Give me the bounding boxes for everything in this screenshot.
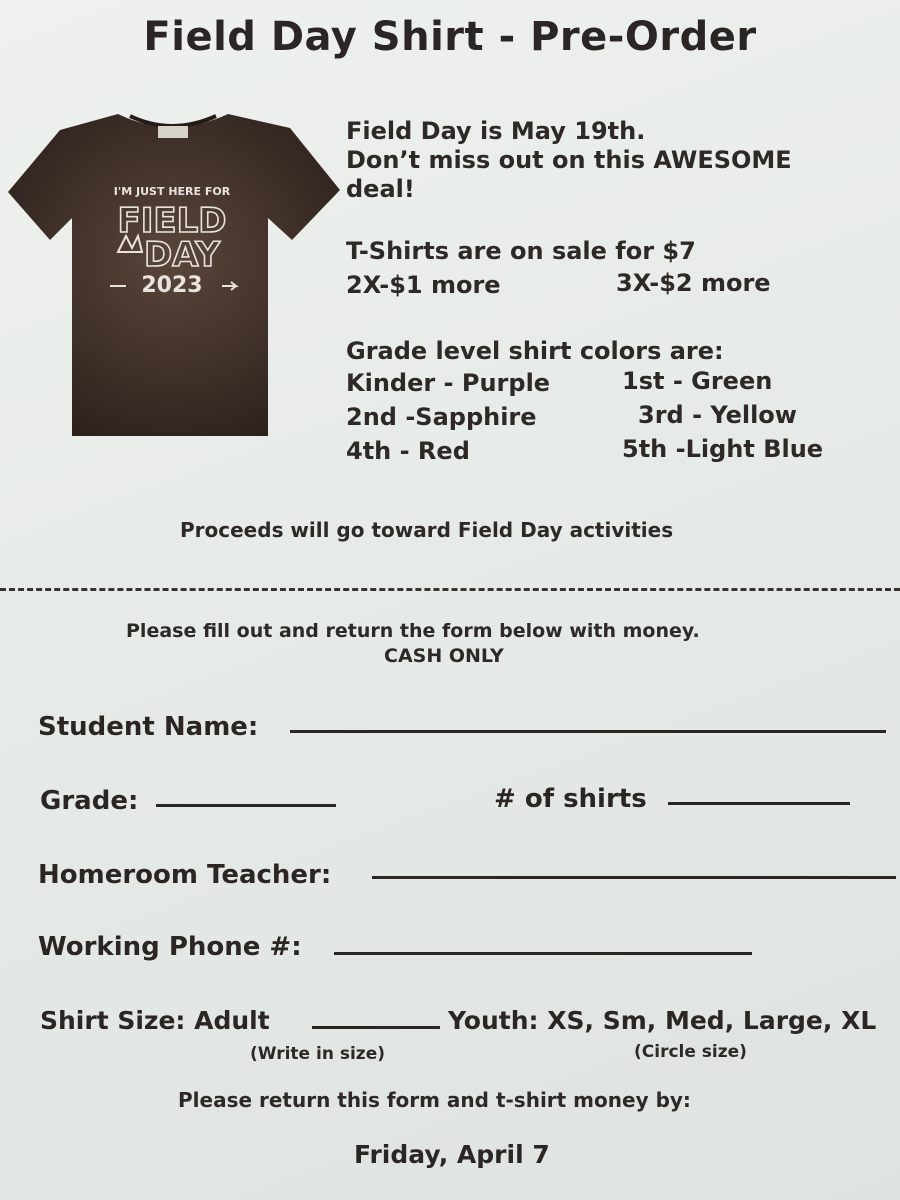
color-kinder: Kinder - Purple bbox=[346, 369, 551, 397]
phone-field[interactable] bbox=[334, 952, 752, 955]
color-1st: 1st - Green bbox=[622, 367, 773, 395]
color-2nd: 2nd -Sapphire bbox=[346, 403, 537, 431]
tshirt-image bbox=[0, 100, 345, 445]
proceeds-note: Proceeds will go toward Field Day activities bbox=[180, 518, 674, 542]
price-line: T-Shirts are on sale for $7 bbox=[346, 237, 696, 265]
page-title: Field Day Shirt - Pre-Order bbox=[143, 14, 757, 60]
info-line-3: deal! bbox=[346, 175, 415, 203]
phone-label: Working Phone #: bbox=[38, 932, 302, 962]
info-line-2: Don’t miss out on this AWESOME bbox=[346, 146, 792, 174]
info-line-1: Field Day is May 19th. bbox=[346, 117, 646, 145]
color-5th: 5th -Light Blue bbox=[622, 435, 824, 463]
shirt-size-adult-label: Shirt Size: Adult bbox=[40, 1006, 270, 1035]
form-instructions: Please fill out and return the form below with money. bbox=[126, 620, 700, 642]
grade-field[interactable] bbox=[156, 804, 336, 807]
write-in-note: (Write in size) bbox=[250, 1044, 385, 1064]
num-shirts-field[interactable] bbox=[668, 802, 850, 805]
return-instructions: Please return this form and t-shirt money by: bbox=[178, 1088, 691, 1112]
student-name-label: Student Name: bbox=[38, 712, 259, 742]
shirt-text-field: FIELD bbox=[117, 201, 227, 241]
price-2x: 2X-$1 more bbox=[346, 271, 501, 299]
colors-heading: Grade level shirt colors are: bbox=[346, 337, 724, 365]
youth-sizes[interactable]: Youth: XS, Sm, Med, Large, XL bbox=[448, 1006, 877, 1035]
shirt-text-top: I'M JUST HERE FOR bbox=[113, 185, 231, 198]
grade-label: Grade: bbox=[40, 786, 139, 816]
homeroom-teacher-label: Homeroom Teacher: bbox=[38, 860, 332, 890]
circle-note: (Circle size) bbox=[634, 1042, 747, 1062]
price-3x: 3X-$2 more bbox=[616, 269, 771, 297]
cut-line bbox=[0, 588, 900, 591]
homeroom-teacher-field[interactable] bbox=[372, 876, 896, 879]
shirt-text-day: DAY bbox=[144, 235, 220, 275]
shirt-text-year: 2023 bbox=[141, 273, 203, 298]
cash-only: CASH ONLY bbox=[384, 645, 504, 667]
adult-size-field[interactable] bbox=[312, 1026, 440, 1029]
color-4th: 4th - Red bbox=[346, 437, 470, 465]
tag-label bbox=[158, 126, 188, 138]
num-shirts-label: # of shirts bbox=[494, 784, 647, 814]
student-name-field[interactable] bbox=[290, 730, 886, 733]
color-3rd: 3rd - Yellow bbox=[638, 401, 797, 429]
due-date: Friday, April 7 bbox=[354, 1140, 550, 1169]
